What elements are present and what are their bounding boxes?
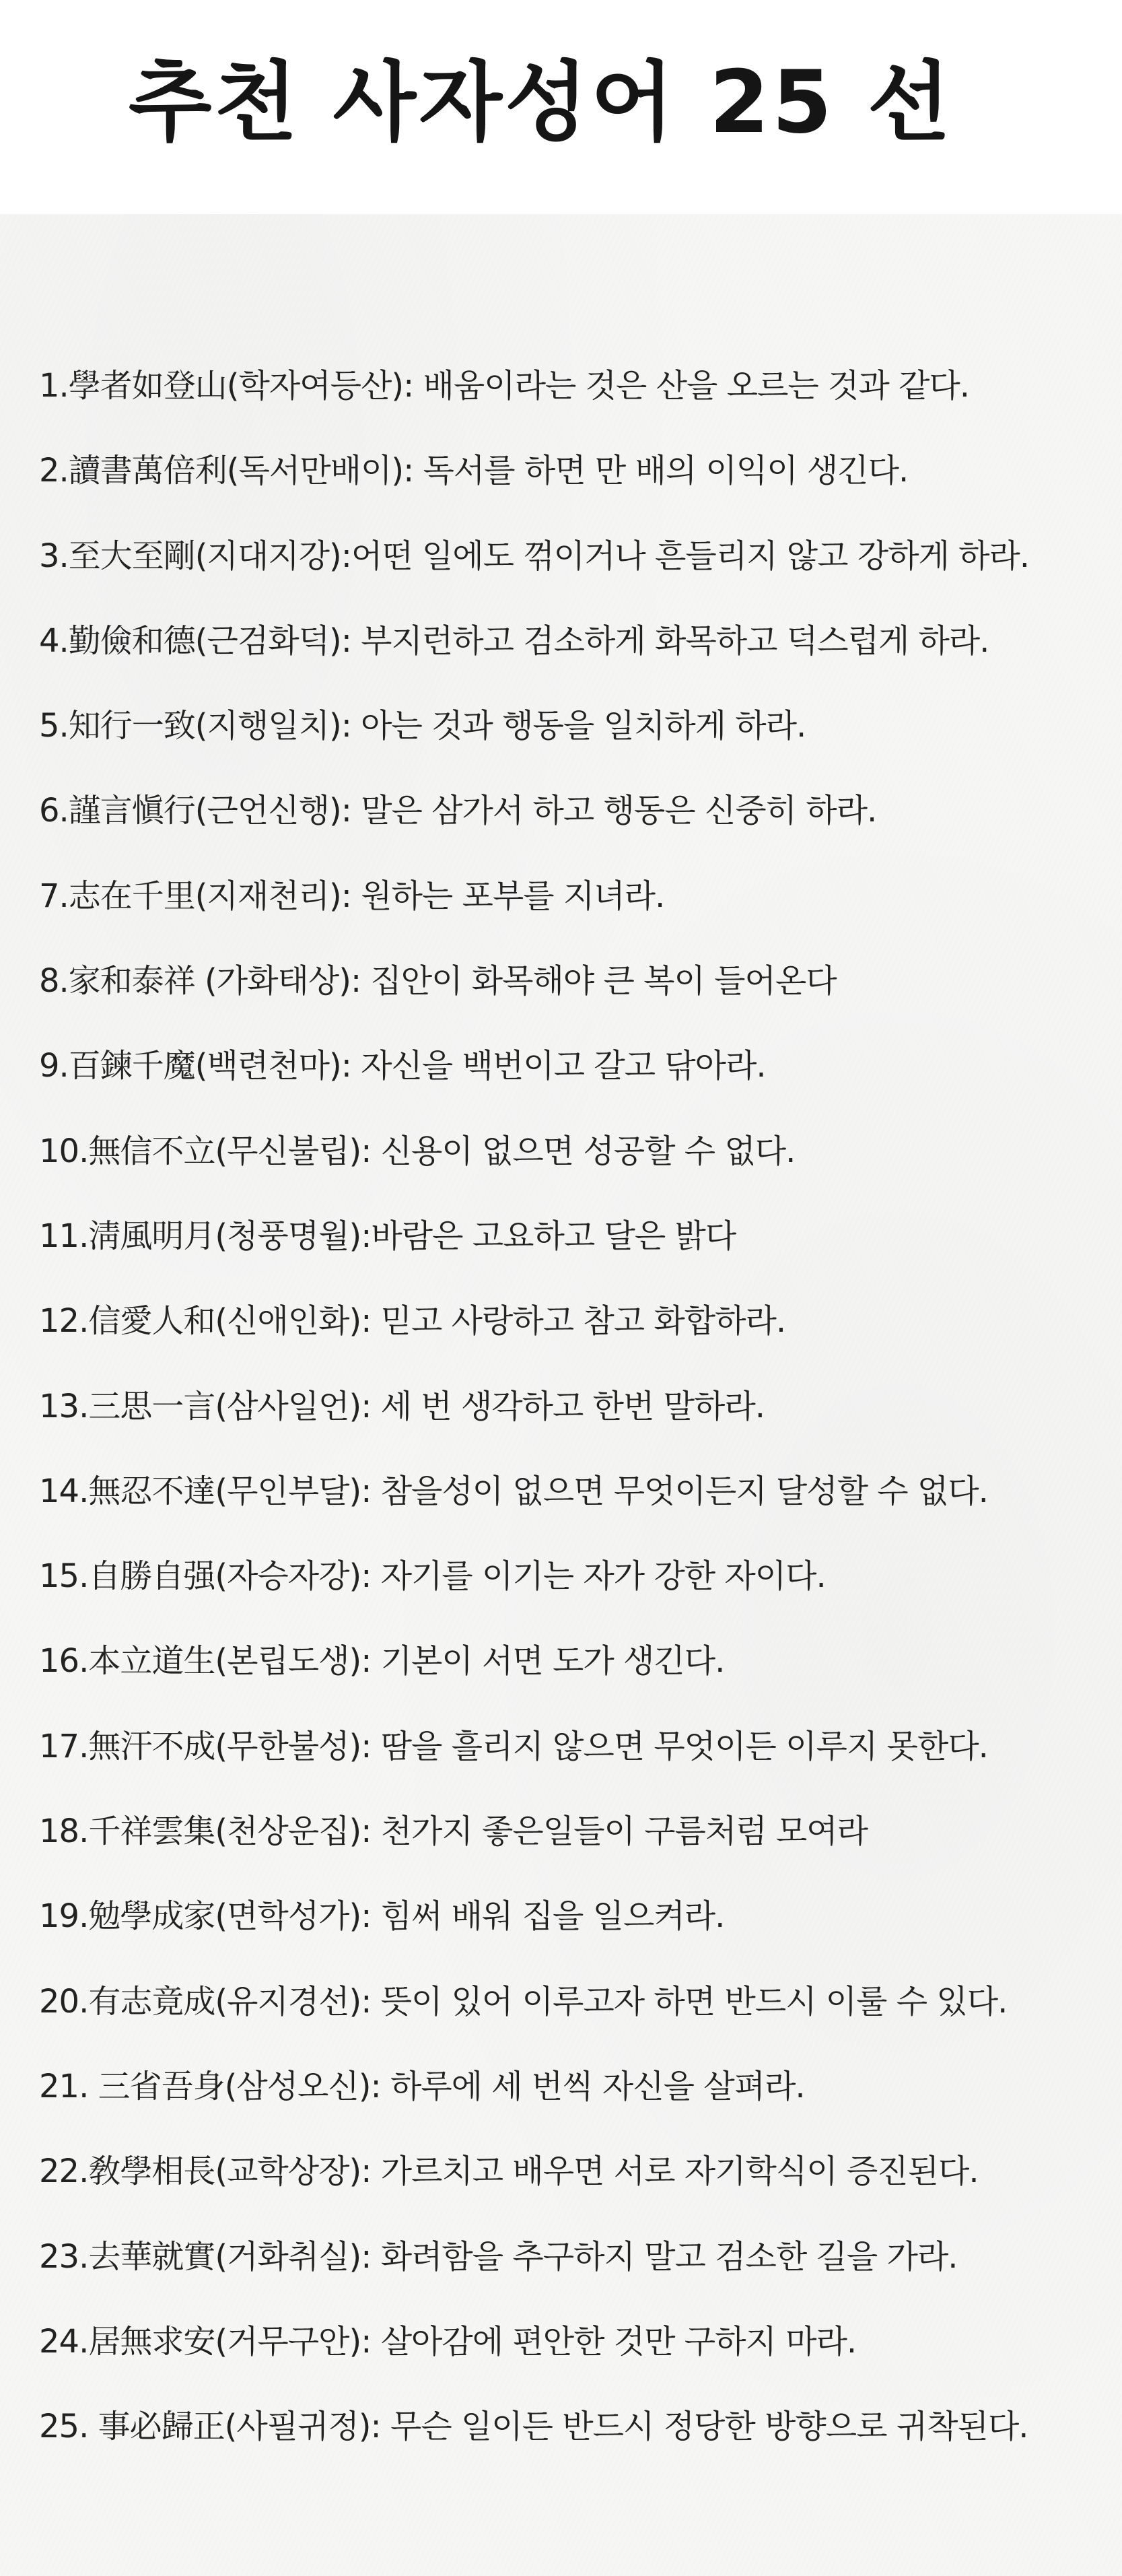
list-item: 19.勉學成家(면학성가): 힘써 배워 집을 일으켜라. (39, 1897, 725, 1936)
list-item: 25. 事必歸正(사필귀정): 무슨 일이든 반드시 정당한 방향으로 귀착된다. (39, 2408, 1028, 2446)
list-item: 10.無信不立(무신불립): 신용이 없으면 성공할 수 없다. (39, 1132, 796, 1170)
list-item: 9.百鍊千魔(백련천마): 자신을 백번이고 갈고 닦아라. (39, 1047, 766, 1085)
list-item: 22.敎學相長(교학상장): 가르치고 배우면 서로 자기학식이 증진된다. (39, 2153, 979, 2191)
list-item: 12.信愛人和(신애인화): 믿고 사랑하고 참고 화합하라. (39, 1302, 786, 1341)
list-item: 8.家和泰祥 (가화태상): 집안이 화목해야 큰 복이 들어온다 (39, 962, 837, 1001)
list-item: 1.學者如登山(학자여등산): 배움이라는 것은 산을 오르는 것과 같다. (39, 367, 969, 405)
list-item: 13.三思一言(삼사일언): 세 번 생각하고 한번 말하라. (39, 1387, 765, 1425)
list-item: 16.本立道生(본립도생): 기본이 서면 도가 생긴다. (39, 1642, 725, 1681)
list-item: 11.淸風明月(청풍명월):바람은 고요하고 달은 밝다 (39, 1217, 736, 1255)
list-item: 24.居無求安(거무구안): 살아감에 편안한 것만 구하지 마라. (39, 2322, 857, 2361)
list-item: 14.無忍不達(무인부달): 참을성이 없으면 무엇이든지 달성할 수 없다. (39, 1472, 988, 1510)
header (0, 0, 1122, 214)
list-item: 20.有志竟成(유지경선): 뜻이 있어 이루고자 하면 반드시 이룰 수 있다. (39, 1982, 1008, 2021)
idiom-list (39, 343, 1102, 2469)
list-item: 3.至大至剛(지대지강):어떤 일에도 꺾이거나 흔들리지 않고 강하게 하라. (39, 537, 1030, 575)
list-item: 17.無汗不成(무한불성): 땀을 흘리지 않으면 무엇이든 이루지 못한다. (39, 1727, 988, 1765)
page-title: 추천 사자성어 25 선 (128, 53, 954, 153)
list-item: 23.去華就實(거화취실): 화려함을 추구하지 말고 검소한 길을 가라. (39, 2237, 958, 2276)
list-item: 4.勤儉和德(근검화덕): 부지런하고 검소하게 화목하고 덕스럽게 하라. (39, 621, 989, 660)
list-item: 21. 三省吾身(삼성오신): 하루에 세 번씩 자신을 살펴라. (39, 2067, 805, 2105)
list-item: 6.謹言愼行(근언신행): 말은 삼가서 하고 행동은 신중히 하라. (39, 792, 877, 830)
list-item: 15.自勝自强(자승자강): 자기를 이기는 자가 강한 자이다. (39, 1557, 826, 1596)
list-item: 7.志在千里(지재천리): 원하는 포부를 지녀라. (39, 877, 665, 915)
list-item: 18.千祥雲集(천상운집): 천가지 좋은일들이 구름처럼 모여라 (39, 1812, 868, 1851)
list-item: 5.知行一致(지행일치): 아는 것과 행동을 일치하게 하라. (39, 707, 806, 745)
list-item: 2.讀書萬倍利(독서만배이): 독서를 하면 만 배의 이익이 생긴다. (39, 452, 909, 490)
paper-background (0, 214, 1122, 2576)
